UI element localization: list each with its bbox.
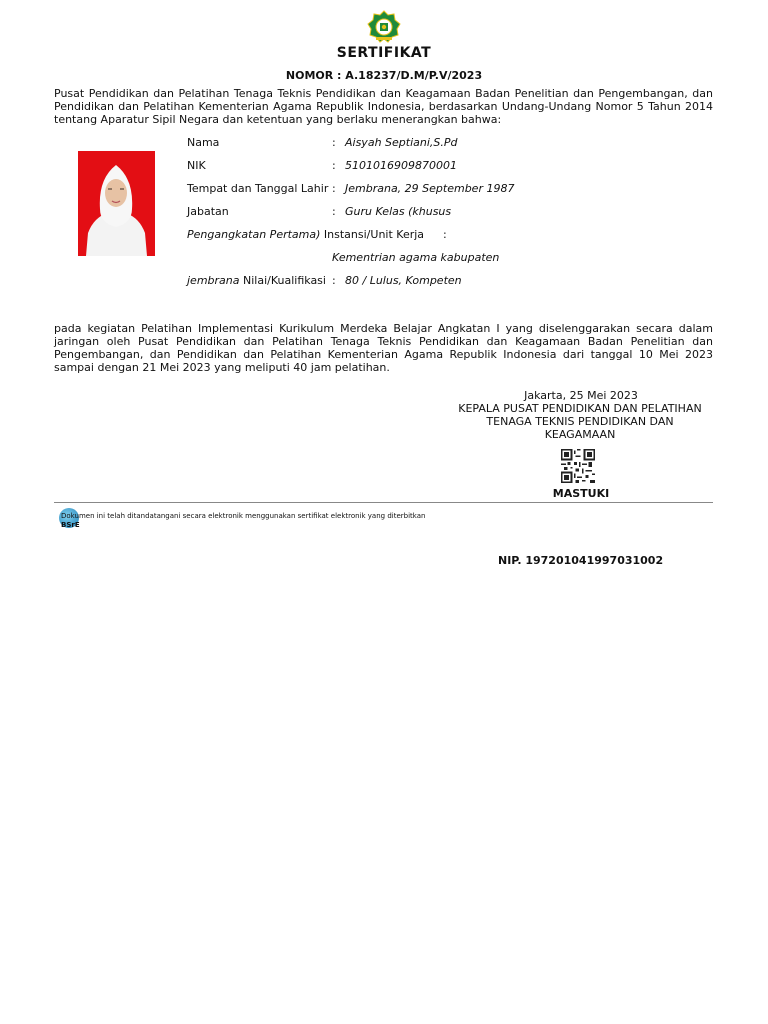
nik-colon: : — [332, 159, 336, 172]
nilai-label: Nilai/Kualifikasi — [243, 274, 326, 287]
certificate-title: SERTIFIKAT — [336, 45, 432, 61]
instansi-line — [187, 228, 424, 241]
nama-colon: : — [332, 136, 336, 149]
ttl-value: Jembrana, 29 September 1987 — [345, 182, 515, 195]
signer-name: MASTUKI — [552, 487, 610, 500]
signature-position: KEPALA PUSAT PENDIDIKAN DAN PELATIHAN TENAGA TEKNIS PENDIDIKAN DAN KEAGAMAAN — [458, 402, 702, 441]
nama-value: Aisyah Septiani,S.Pd — [345, 136, 458, 149]
jabatan-value: Guru Kelas (khusus — [345, 205, 452, 218]
nilai-line — [187, 274, 326, 287]
esign-issuer: BSrE — [61, 521, 80, 529]
intro-paragraph: Pusat Pendidikan dan Pelatihan Tenaga Teknis Pendidikan dan Keagamaan Badan Penelitian dan Pengembangan, dan Pendidikan dan Pelatihan Kementerian Agama Republik Indonesia, berdasarkan Undang-Undang Nomor 5 Tahun 2014 tentang Aparatur Sipil Negara dan ketentuan yang berlaku menerangkan bahwa: — [54, 87, 713, 126]
body-paragraph: pada kegiatan Pelatihan Implementasi Kurikulum Merdeka Belajar Angkatan I yang diselenggarakan secara dalam jaringan oleh Pusat Pendidikan dan Pelatihan Tenaga Teknis Pendidikan dan Keagamaan Badan Penelitian dan Pengembangan, dan Pendidikan dan Pelatihan Kementerian Agama Republik Indonesia dari tanggal 10 Mei 2023 sampai dengan 21 Mei 2023 yang meliputi 40 jam pelatihan. — [54, 322, 713, 374]
instansi-colon: : — [443, 228, 447, 241]
signer-nip: NIP. 197201041997031002 — [498, 554, 664, 567]
nik-value: 5101016909870001 — [345, 159, 457, 172]
ttl-colon: : — [332, 182, 336, 195]
footer-divider — [54, 502, 713, 503]
certificate-number: NOMOR : A.18237/D.M/P.V/2023 — [285, 69, 483, 82]
signature-place-date: Jakarta, 25 Mei 2023 — [524, 389, 638, 402]
instansi-value: Kementrian agama kabupaten — [332, 251, 500, 264]
kemenag-logo-icon — [367, 10, 401, 44]
esign-note: Dokumen ini telah ditandatangani secara elektronik menggunakan sertifikat elektronik yang diterbitkan — [61, 512, 426, 520]
qr-code-icon — [561, 449, 595, 483]
instansi-value-continued: jembrana — [187, 274, 240, 287]
instansi-label: Instansi/Unit Kerja — [323, 228, 425, 241]
jabatan-value-continued: Pengangkatan Pertama) — [187, 228, 321, 241]
participant-photo — [78, 151, 155, 256]
nilai-value: 80 / Lulus, Kompeten — [345, 274, 462, 287]
jabatan-colon: : — [332, 205, 336, 218]
ttl-label: Tempat dan Tanggal Lahir — [187, 182, 329, 195]
jabatan-label: Jabatan — [187, 205, 229, 218]
nik-label: NIK — [187, 159, 206, 172]
nilai-colon: : — [332, 274, 336, 287]
nama-label: Nama — [187, 136, 220, 149]
